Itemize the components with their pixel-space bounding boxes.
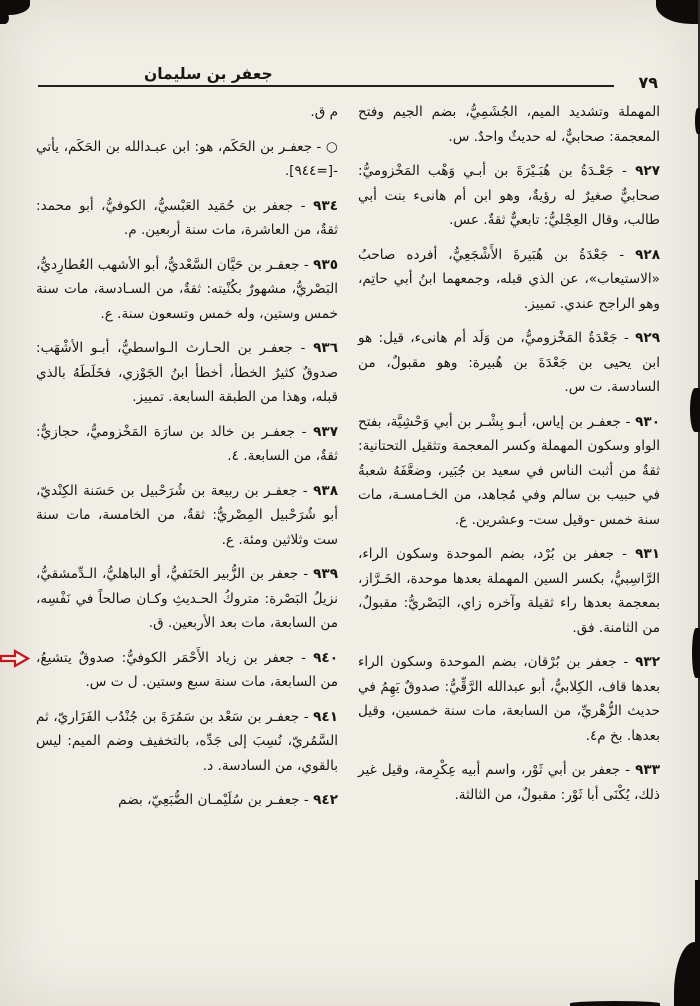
scan-artifact-right-1 [695, 108, 700, 134]
entry-number: ٩٣٧ [313, 423, 338, 440]
entry-text: - جعفر بن زياد الأَحْمَر الكوفيُّ: صدوقٌ يتشيعُ، من السابعة، مات سنة سبع وستين. ل ت س. [36, 649, 338, 690]
entry-number: ٩٣٦ [313, 340, 338, 356]
entry-number: ٩٢٧ [635, 163, 660, 179]
entry-number: ٩٢٨ [635, 246, 660, 263]
entry [36, 788, 338, 813]
entry [36, 646, 338, 695]
entry-text: - جَعْـدَةُ بن هُبَـيْرَةَ بن أبـي وَهْب المَخْزوميُّ: صحابيٌّ صغيرٌ له رؤيةٌ، وهو ابن أم هانىء بنت أبي طالب، وقال العِجْليُّ: تابعيٌّ ثقةٌ. عس. [358, 163, 660, 228]
entry [358, 542, 660, 640]
entry-number: ٩٣٣ [635, 762, 660, 778]
page-number: ٧٩ [638, 73, 658, 92]
entry-text: المهملة وتشديد الميم، الجُشَمِيُّ، بضم الجيم وفتح المعجمة: صحابيٌّ، له حديثٌ واحدٌ. س. [358, 104, 660, 145]
red-arrow-icon [0, 648, 30, 669]
entry-text: م ق. [310, 104, 338, 120]
entry-text: - جعفـر بن الحَكَم، هو: ابن عبـدالله بن الحَكَم، يأتي -[=٩٤٤]. [36, 138, 338, 179]
scan-artifact-bottom-right [674, 942, 700, 1006]
page-body [36, 100, 660, 986]
header-rule [38, 85, 614, 87]
entry [36, 135, 338, 184]
entry-number: ٩٣٠ [635, 413, 660, 430]
scan-artifact-right-3 [692, 628, 700, 678]
entry [36, 562, 338, 636]
scan-artifact-right-2 [690, 388, 700, 432]
entry [358, 758, 660, 807]
entry-number: ٩٤١ [313, 708, 338, 725]
entry [358, 326, 660, 400]
entry-text: - جعفـر بن سَعْد بن سَمُرَةَ بن جُنْدُب الفَزَاريّ، ثم السَّمُريّ، نُسِبَ إلى جَدِّه، بالتخفيف وضم الميم: ليس بالقوي، من السادسة. د. [36, 708, 338, 774]
entry [36, 705, 338, 779]
entry-number: ٩٣٩ [313, 566, 338, 582]
entry-number: ٩٤٢ [313, 792, 338, 808]
column-left [36, 100, 338, 986]
scan-artifact-top-right [656, 0, 700, 24]
scan-artifact-top-left-small [0, 12, 9, 24]
entry-text: - جعفر بن الزُّبير الحَنَفيُّ، أو الباهليُّ، الـدِّمشقيُّ، نزيلُ البَصْرة: متروكُ الحـديثِ وكـان صالحاً في نَفْسِه، من السابعة، مات بعد الأربعين. ق. [36, 566, 338, 631]
entry [36, 100, 338, 125]
entry-number: ○ [325, 138, 338, 155]
entry [358, 100, 660, 149]
entry [358, 159, 660, 233]
entry-text: - جَعْدَةُ بن هُبَيرةَ الأَشْجَعِيُّ، أفرده صاحبُ «الاستيعاب»، عن الذي قبله، وجمعهما ابنُ أبي حاتِم، وهو الراجح عندي. تمييز. [358, 246, 660, 312]
entry [358, 243, 660, 317]
entry [358, 410, 660, 533]
column-right [358, 100, 660, 986]
entry [36, 194, 338, 243]
entry [36, 253, 338, 327]
entry-text: - جعفـر بن إياس، أبـو بِشْـر بن أبي وَحْشِيَّة، بفتح الواو وسكون المهملة وكسر المعجمة وتثقيل التحتانية: ثقةٌ من أثبت الناس في سعيد بن جُبَير، وضعَّفَهُ شعبةُ في حبيب بن سالم وفي مُجاهد، من الخـامسـة، مات سنة خمس -وقيل ست- وعشرين. ع. [358, 413, 660, 528]
entry [36, 336, 338, 410]
entry-text: - جعفـر بن سُلَيْمـان الضُّبَعِيّ، بضم [118, 792, 309, 808]
entry [36, 479, 338, 553]
entry-text: - جعفـر بن حَيَّان السَّعْديُّ، أبو الأشهب العُطارِديُّ، البَصْريُّ، مشهورٌ بكُنْيته: ثقةٌ، من السـادسة، مات سنة خمس وستين، وله خمس وتسعون سنة. ع. [36, 256, 338, 322]
entry-text: - جعفـر بن ربيعة بن شُرَحْبيل بن حَسَنة الكِنْديّ، أبو شُرَحْبيل المِصْريُّ: ثقةٌ، من الخامسة، مات سنة ست وثلاثين ومئة. ع. [36, 482, 338, 548]
entry-text: - جعفر بن أبي ثَوْر، واسم أبيه عِكْرِمة، وقيل غير ذلك، يُكْنَى أبا ثَوْر: مقبولٌ، من الثالثة. [358, 762, 660, 803]
entry-number: ٩٣٢ [635, 654, 660, 670]
entry [36, 420, 338, 469]
entry-number: ٩٢٩ [635, 330, 660, 346]
running-title: جعفر بن سليمان [144, 65, 273, 83]
entry [358, 650, 660, 748]
entry-text: - جعفر بن بُرْقان، بضم الموحدة وسكون الراء بعدها قاف، الكِلابيُّ، أبو عبدالله الرَّقِّيُّ: صدوقٌ يَهِمُ في حديث الزُّهْريِّ، من السابعة، مات سنة خمسين، وقيل بعدها. بخ م٤. [358, 654, 660, 744]
entry-text: - جعفر بن بُرْد، بضم الموحدة وسكون الراء، الرَّاسِبيُّ، بكسر السين المهملة بعدها موحدة، الخَـرَّاز، بمعجمة بعدها راء ثقيلة وآخره زاي، البَصْريُّ: مقبولٌ، من الثامنة. فق. [358, 546, 660, 636]
entry-text: - جعفـر بن الحـارث الـواسطيُّ، أبـو الأشْهَب: صدوقٌ كثيرُ الخطأ، أخطأ ابنُ الجَوْزي، فخَلَطَهُ بالذي قبله، وهذا من الطبقة السابعة. تمييز. [36, 340, 338, 405]
entry-text: - جعفـر بن خالد بن سارَة المَخْزوميُّ، حجازيٌّ: ثقةٌ، من السابعة. ٤. [36, 423, 338, 464]
entry-text: - جعفر بن حُمَيد العَبْسيُّ، الكوفيُّ، أبو محمد: ثقةٌ، من العاشرة، مات سنة أربعين. م. [36, 197, 338, 238]
entry-number: ٩٣١ [635, 546, 660, 562]
entry-text: - جَعْدَةُ المَخْزوميُّ، من وَلَد أم هانىء، قيل: هو ابن يحيى بن جَعْدَةَ بن هُبيرة: وهو مقبولٌ، من السادسة. ت س. [358, 330, 660, 395]
entry-number: ٩٣٨ [313, 482, 338, 499]
entry-number: ٩٣٥ [313, 256, 338, 273]
entry-number: ٩٤٠ [313, 649, 338, 666]
page-header [36, 58, 660, 92]
scan-artifact-bottom-edge [570, 1001, 660, 1006]
entry-number: ٩٣٤ [313, 197, 338, 214]
